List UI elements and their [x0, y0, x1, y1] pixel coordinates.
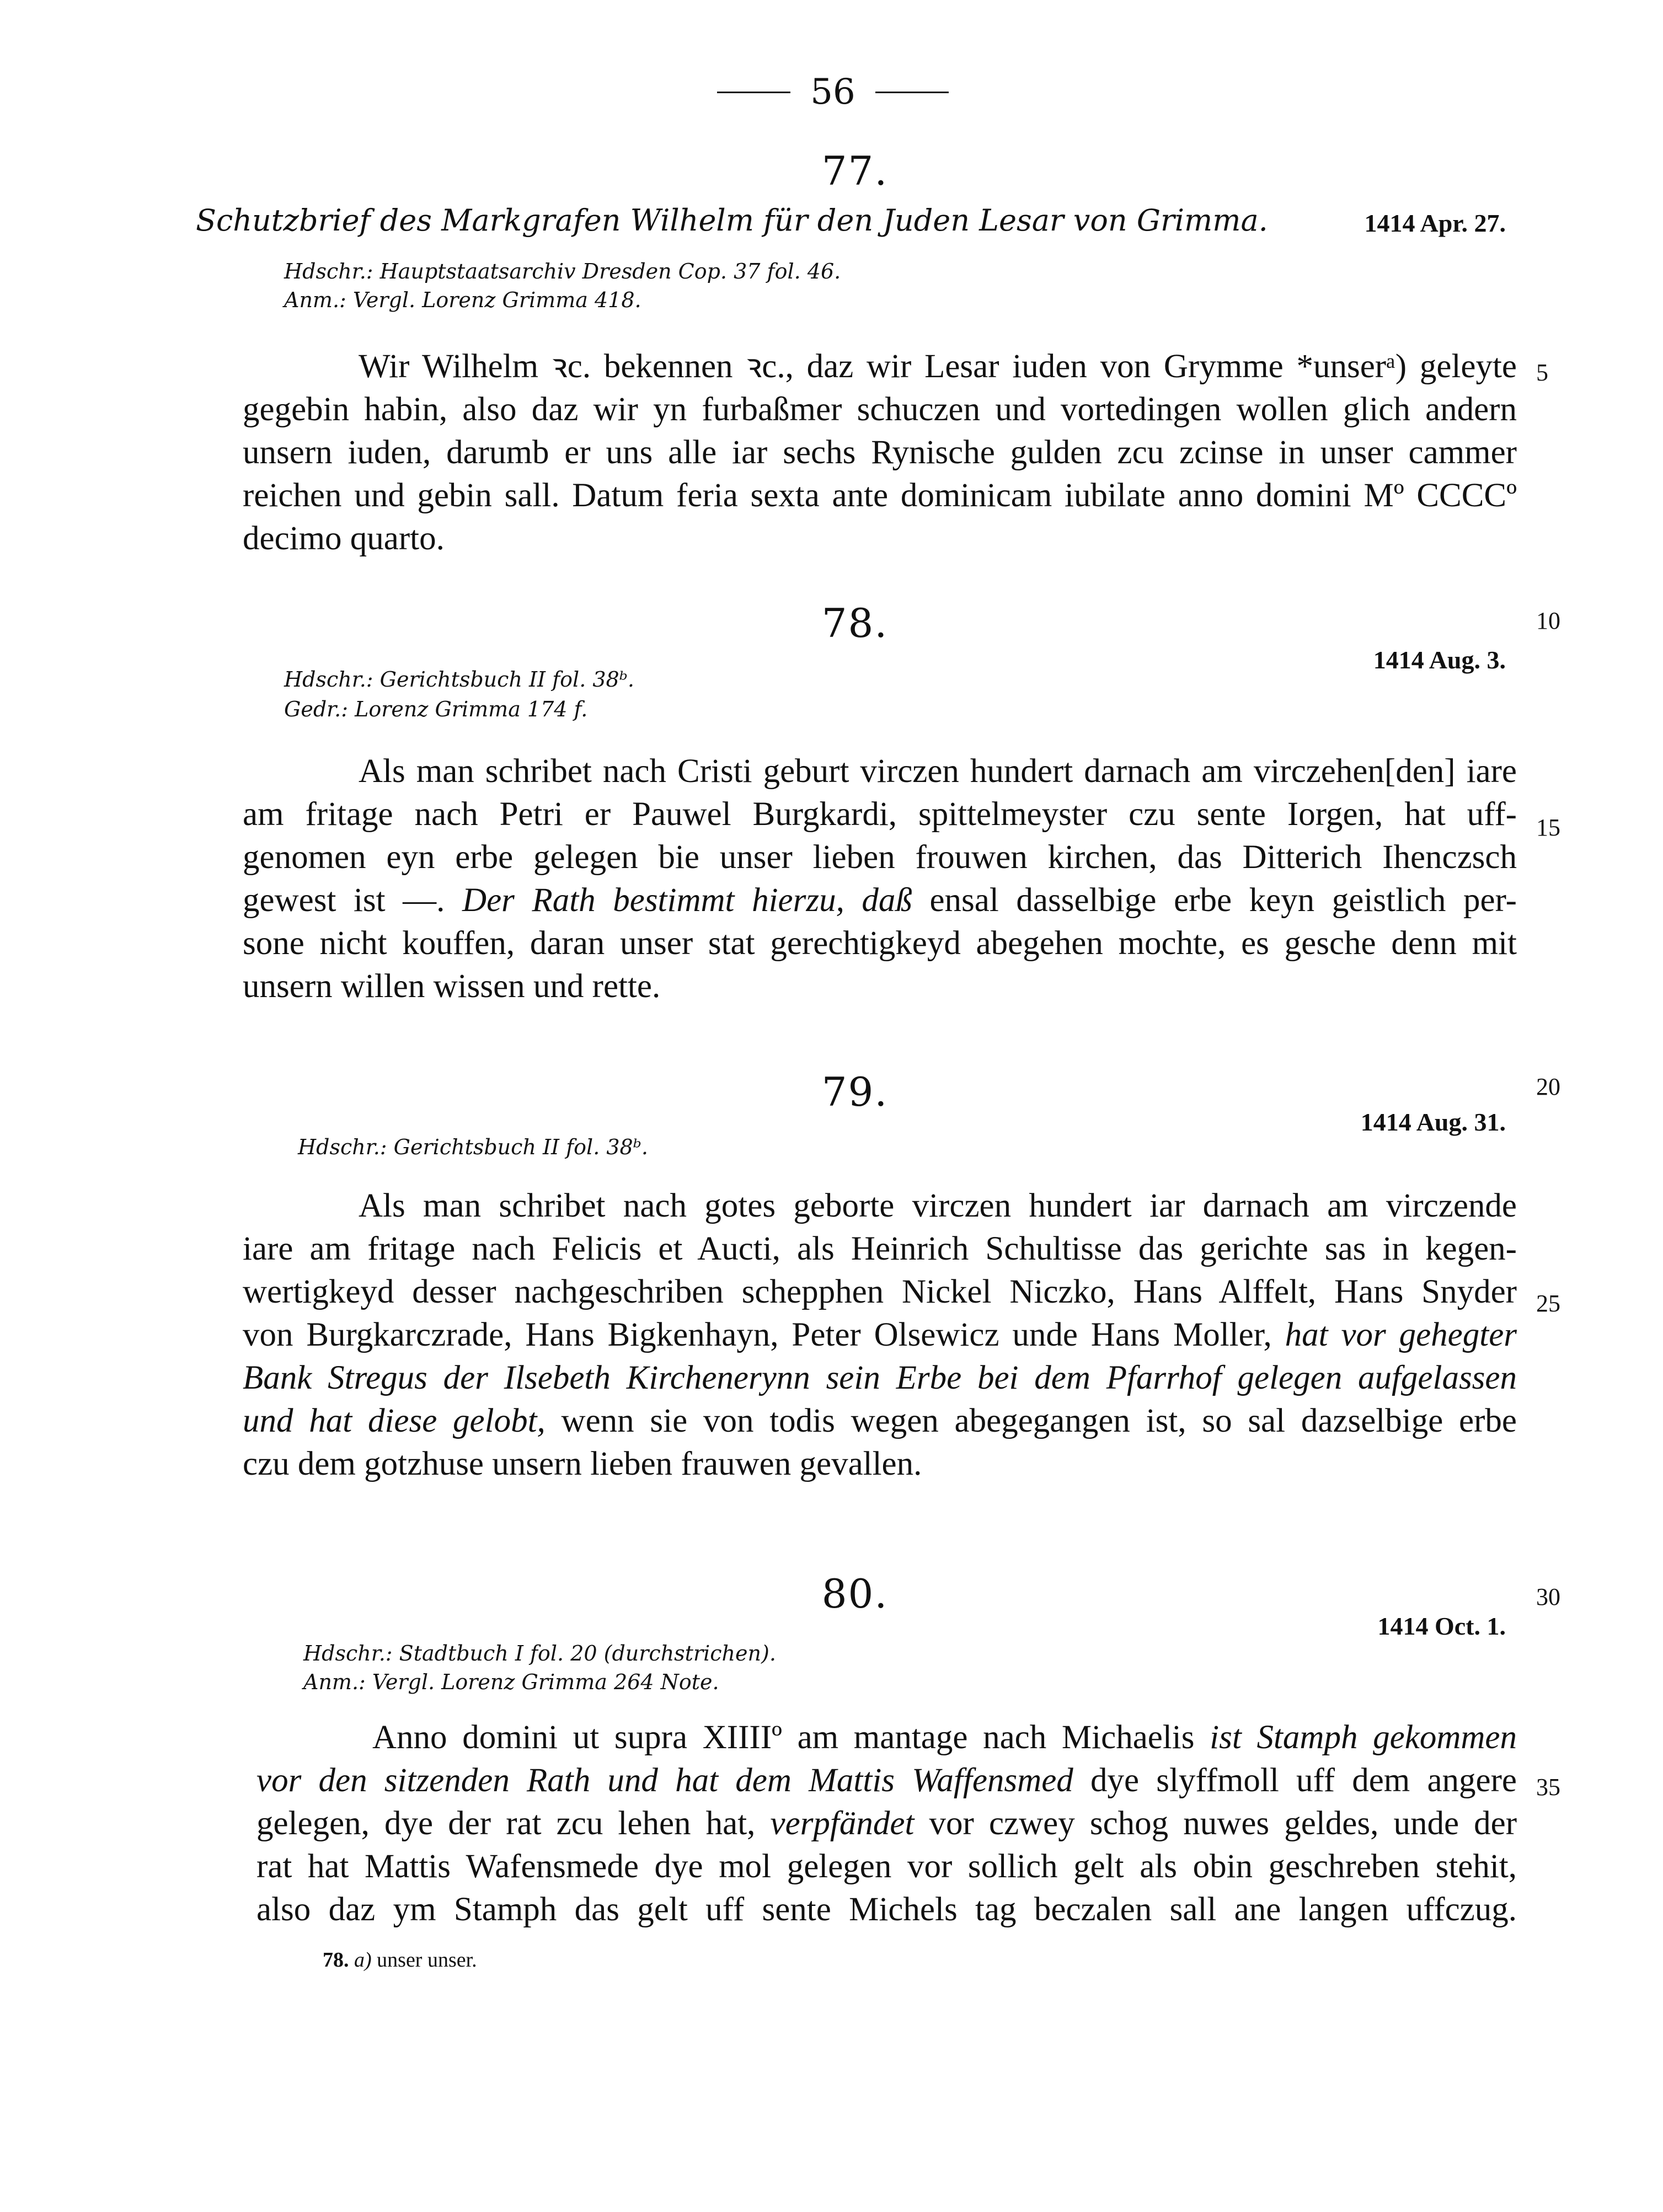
rule-left [717, 92, 790, 93]
source-line: Anm.: Vergl. Lorenz Grimma 418. [284, 288, 641, 312]
source-line: Hdschr.: Stadtbuch I fol. 20 (durchstrichen). [303, 1641, 776, 1665]
text-line: sone nicht kouffen, daran unser stat gerechtigkeyd abegehen mochte, es gesche denn mit [243, 925, 1517, 962]
entry-body [243, 345, 1517, 560]
line-number: 5 [1536, 359, 1548, 386]
line-number: 30 [1536, 1583, 1560, 1610]
editorial-italic: Bank Stregus der Ilsebeth Kirchenerynn sein Erbe bei dem Pfarrhof gelegen aufgelassen [243, 1359, 1517, 1396]
text-line: decimo quarto. [243, 520, 445, 557]
text-line: Anno domini ut supra XIIIIº am mantage nach Michaelis ist Stamph gekommen [372, 1719, 1517, 1756]
editorial-italic: vor den sitzenden Rath und hat dem Mattis Waffensmed [256, 1762, 1073, 1799]
text-line: genomen eyn erbe gelegen bie unser lieben frouwen kirchen, das Ditterich Ihenczsch [243, 839, 1517, 876]
source-line: Hdschr.: Gerichtsbuch II fol. 38ᵇ. [298, 1135, 648, 1159]
footnote-text: unser unser. [377, 1948, 477, 1972]
entry-title: Schutzbrief des Markgrafen Wilhelm für den Juden Lesar von Grimma. [196, 203, 1268, 238]
source-line: Gedr.: Lorenz Grimma 174 f. [284, 697, 588, 721]
text-line: Als man schribet nach gotes geborte virczen hundert iar darnach am virczende [359, 1187, 1517, 1224]
entry-number: 80. [821, 1571, 889, 1617]
rule-right [875, 92, 949, 93]
source-line: Hdschr.: Gerichtsbuch II fol. 38ᵇ. [284, 667, 634, 692]
text-line: wertigkeyd desser nachgeschriben schepphen Nickel Niczko, Hans Alffelt, Hans Snyder [243, 1273, 1517, 1310]
line-number: 25 [1536, 1290, 1560, 1317]
entry-body [243, 1185, 1517, 1486]
text-line: gewest ist —. Der Rath bestimmt hierzu, daß ensal dasselbige erbe keyn geistlich per- [243, 882, 1517, 919]
text-line: Als man schribet nach Cristi geburt virczen hundert darnach am virczehen[den] iare [359, 753, 1517, 790]
text-line: und hat diese gelobt, wenn sie von todis wegen abegegangen ist, so sal dazselbige erbe [243, 1402, 1517, 1439]
entry-body [256, 1716, 1517, 1931]
text-line: reichen und gebin sall. Datum feria sexta ante dominicam iubilate anno domini Mº CCCCº [243, 477, 1517, 514]
source-line: Anm.: Vergl. Lorenz Grimma 264 Note. [303, 1670, 719, 1694]
entry-date: 1414 Aug. 31. [1360, 1108, 1506, 1136]
footnote-ref: 78. [323, 1948, 349, 1972]
text-line: am fritage nach Petri er Pauwel Burgkardi, spittelmeyster czu sente Iorgen, hat uff- [243, 796, 1517, 833]
editorial-italic: verpfändet [770, 1805, 915, 1842]
text-line: gegebin habin, also daz wir yn furbaßmer schuczen und vortedingen wollen glich andern [243, 391, 1517, 428]
line-number: 20 [1536, 1073, 1560, 1100]
text-line [243, 1357, 1517, 1400]
footnote-mark: a) [354, 1948, 372, 1972]
editorial-italic: ist Stamph gekommen [1210, 1719, 1517, 1756]
line-number: 10 [1536, 607, 1560, 634]
text-line: also daz ym Stamph das gelt uff sente Michels tag beczalen sall ane langen uffczug. [256, 1891, 1517, 1928]
text-line: gelegen, dye der rat zcu lehen hat, verpfändet vor czwey schog nuwes geldes, unde der [256, 1805, 1517, 1842]
entry-date: 1414 Oct. 1. [1377, 1612, 1506, 1640]
page-number [717, 72, 949, 113]
text-line: Wir Wilhelm ꝛc. bekennen ꝛc., daz wir Lesar iuden von Grymme *unserᵃ) geleyte [359, 348, 1517, 385]
editorial-italic: Der Rath bestimmt hierzu, daß [462, 882, 912, 919]
editorial-italic: hat vor gehegter [1285, 1316, 1517, 1353]
source-line: Hdschr.: Hauptstaatsarchiv Dresden Cop. 37 fol. 46. [284, 259, 841, 283]
text-line: unsern iuden, darumb er uns alle iar sechs Rynische gulden zcu zcinse in unser cammer [243, 434, 1517, 471]
text-line: rat hat Mattis Wafensmede dye mol gelegen vor sollich gelt als obin geschreben stehit, [256, 1848, 1517, 1885]
entry-number: 78. [821, 600, 889, 646]
text-line: czu dem gotzhuse unsern lieben frauwen gevallen. [243, 1445, 922, 1482]
text-line: von Burgkarczrade, Hans Bigkenhayn, Peter Olsewicz unde Hans Moller, hat vor gehegter [243, 1316, 1517, 1353]
line-number: 15 [1536, 814, 1560, 841]
line-number: 35 [1536, 1774, 1560, 1801]
entry-number: 77. [821, 148, 889, 194]
page-number-text: 56 [810, 72, 855, 113]
entry-body [243, 750, 1517, 1008]
footnote [323, 1948, 477, 1972]
entry-date: 1414 Apr. 27. [1364, 209, 1506, 237]
editorial-italic: und hat diese gelobt, [243, 1402, 546, 1439]
text-line: unsern willen wissen und rette. [243, 968, 661, 1005]
text-line: vor den sitzenden Rath und hat dem Mattis Waffensmed dye slyffmoll uff dem angere [256, 1762, 1517, 1799]
entry-number: 79. [821, 1069, 889, 1115]
entry-date: 1414 Aug. 3. [1373, 646, 1506, 674]
text-line: iare am fritage nach Felicis et Aucti, als Heinrich Schultisse das gerichte sas in kegen- [243, 1230, 1517, 1267]
